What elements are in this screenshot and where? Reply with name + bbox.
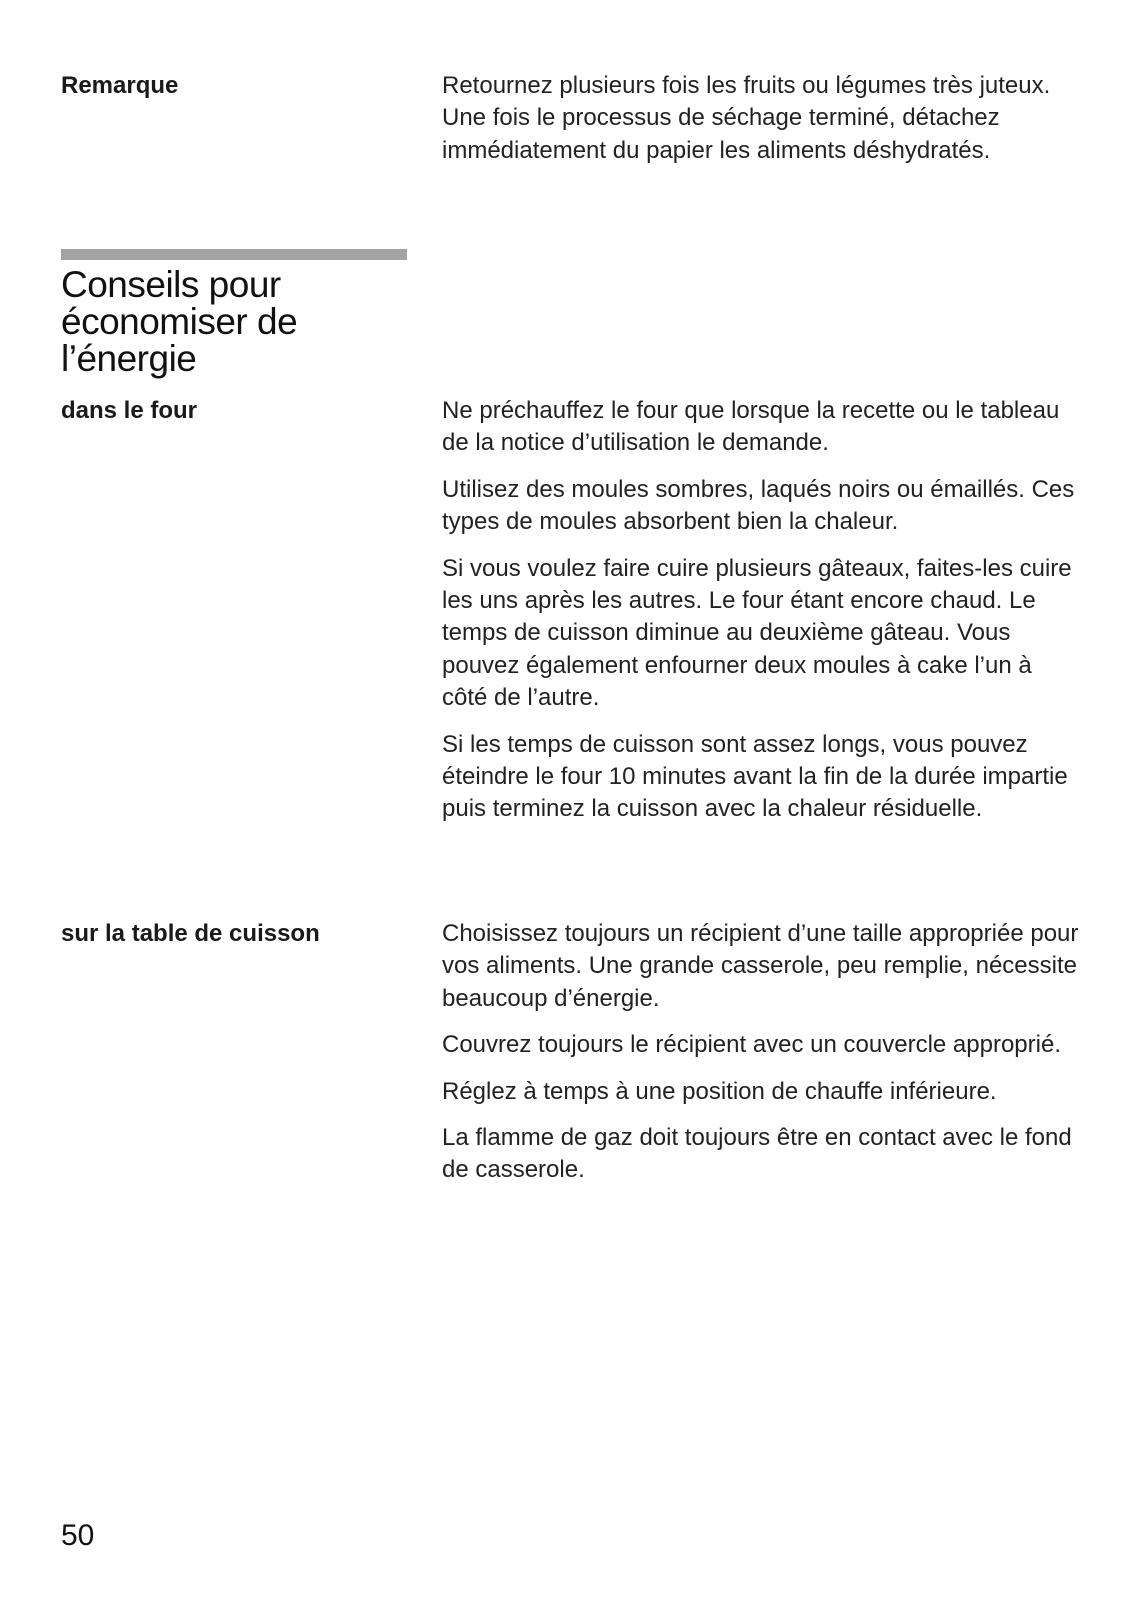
section-rule (61, 249, 407, 260)
cuisson-paragraph: Réglez à temps à une position de chauffe inférieure. (442, 1077, 997, 1105)
section-title-line: Conseils pour (61, 264, 281, 305)
four-paragraph: Si les temps de cuisson sont assez longs, vous pouvez éteindre le four 10 minutes avant la fin de la durée impartie puis terminez la cuisson avec la chaleur résiduelle. (442, 730, 1068, 823)
cuisson-body (442, 918, 1082, 1201)
remarque-paragraph: Retournez plusieurs fois les fruits ou légumes très juteux. Une fois le processus de séchage terminé, détachez immédiatement du papier les aliments déshydratés. (442, 72, 1051, 164)
remarque-body (442, 70, 1082, 181)
remarque-label: Remarque (61, 72, 179, 99)
cuisson-paragraph: Couvrez toujours le récipient avec un couvercle approprié. (442, 1031, 1061, 1059)
section-title-line: économiser de (61, 301, 298, 342)
cuisson-paragraph: Choisissez toujours un récipient d’une taille appropriée pour vos aliments. Une grande casserole, peu remplie, nécessite beaucoup d’énergie. (442, 920, 1079, 1012)
four-paragraph: Utilisez des moules sombres, laqués noirs ou émaillés. Ces types de moules absorbent bien la chaleur. (442, 475, 1075, 536)
cuisson-paragraph: La flamme de gaz doit toujours être en contact avec le fond de casserole. (442, 1124, 1072, 1184)
four-label: dans le four (61, 397, 198, 424)
cuisson-label: sur la table de cuisson (61, 920, 320, 947)
section-title (61, 266, 297, 377)
section-title-line: l’énergie (61, 338, 197, 379)
four-paragraph: Ne préchauffez le four que lorsque la recette ou le tableau de la notice d’utilisation le demande. (442, 397, 1060, 457)
four-paragraph: Si vous voulez faire cuire plusieurs gâteaux, faites-les cuire les uns après les autres. Le four étant encore chaud. Le temps de cuisson diminue au deuxième gâteau. Vous pouvez également enfourner deux moules à cake l’un à côté de l’autre. (442, 554, 1072, 712)
page-number: 50 (61, 1519, 95, 1552)
four-body (442, 395, 1082, 840)
